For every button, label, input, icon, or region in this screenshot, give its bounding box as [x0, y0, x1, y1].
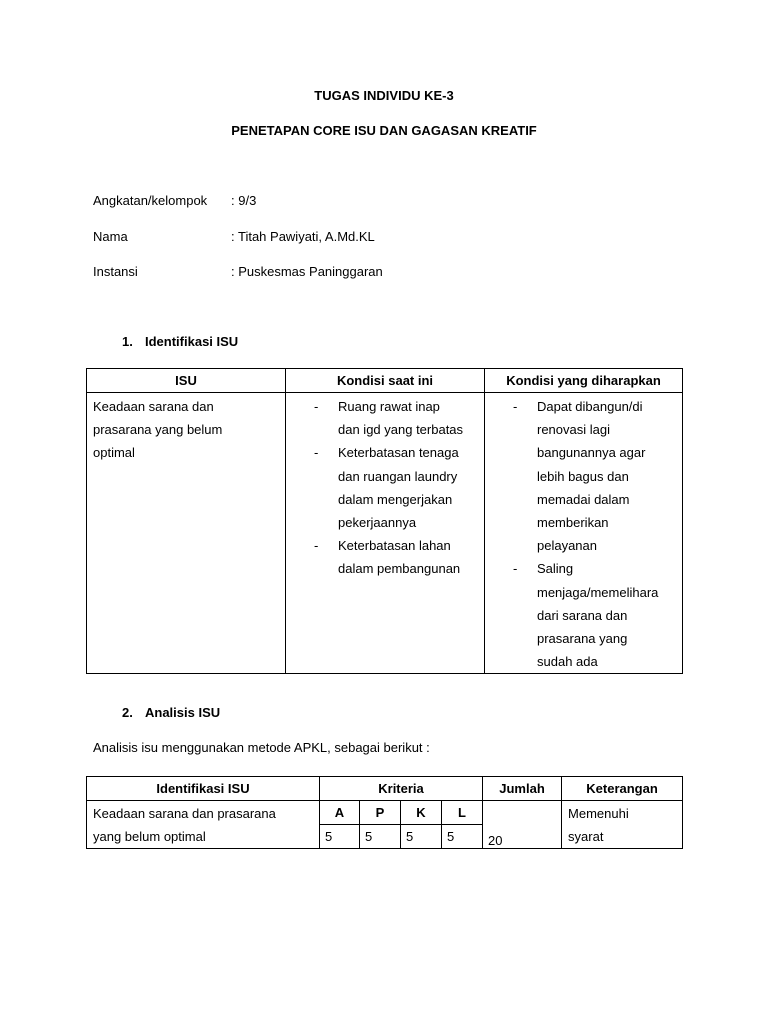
header-kriteria: Kriteria: [320, 777, 483, 801]
analisis-isu-line: yang belum optimal: [93, 829, 206, 845]
header-kondisi-diharapkan: Kondisi yang diharapkan: [485, 369, 683, 393]
table-header-row: [87, 777, 683, 801]
list-item-line: lebih bagus dan: [537, 468, 629, 484]
table-header-row: [87, 369, 683, 393]
keterangan-line: Memenuhi: [568, 806, 629, 821]
analisis-isu-cell: [87, 801, 320, 849]
jumlah-value: 20: [488, 833, 503, 849]
field-value-nama: : Titah Pawiyati, A.Md.KL: [231, 229, 375, 244]
table-row: [87, 801, 683, 825]
header-isu: ISU: [87, 369, 286, 393]
list-item-line: dan igd yang terbatas: [338, 422, 464, 438]
section2-number: 2.: [122, 705, 133, 720]
list-item-line: memadai dalam: [537, 491, 630, 507]
field-value-instansi: : Puskesmas Paninggaran: [231, 264, 383, 279]
header-jumlah: Jumlah: [483, 777, 562, 801]
list-item-line: menjaga/memelihara: [537, 584, 659, 600]
score-l: 5: [442, 825, 483, 849]
jumlah-cell: [483, 801, 562, 849]
document-subtitle: PENETAPAN CORE ISU DAN GAGASAN KREATIF: [231, 123, 537, 138]
kondisi-saat-ini-cell: [286, 393, 485, 674]
field-value-angkatan: : 9/3: [231, 193, 257, 208]
field-label-nama: Nama: [93, 229, 128, 244]
list-item-line: - Dapat dibangun/di: [537, 399, 643, 414]
section1-heading: [122, 334, 238, 349]
keterangan-line: syarat: [568, 829, 604, 845]
list-item-line: - Keterbatasan lahan: [338, 538, 451, 554]
kondisi-saat-ini-list: [286, 393, 484, 581]
score-a: 5: [320, 825, 360, 849]
list-item-line: - Ruang rawat inap: [338, 399, 440, 414]
isu-cell: [87, 393, 286, 674]
kondisi-diharapkan-cell: [485, 393, 683, 674]
header-identifikasi-isu: Identifikasi ISU: [87, 777, 320, 801]
list-item-line: dalam pembangunan: [338, 561, 461, 577]
list-item-line: prasarana yang: [537, 631, 628, 647]
isu-line: Keadaan sarana dan: [93, 399, 214, 414]
list-item-line: dalam mengerjakan: [338, 491, 453, 507]
list-item: [286, 534, 480, 580]
list-item-line: - Keterbatasan tenaga: [338, 445, 459, 461]
isu-line: prasarana yang belum: [93, 422, 223, 438]
field-label-instansi: Instansi: [93, 264, 138, 279]
analisis-isu-table: [86, 776, 683, 849]
list-item: [485, 557, 678, 673]
list-item-line: dan ruangan laundry: [338, 468, 458, 484]
list-item-line: dari sarana dan: [537, 607, 628, 623]
section1-number: 1.: [122, 334, 133, 349]
header-kondisi-saat-ini: Kondisi saat ini: [286, 369, 485, 393]
score-p: 5: [360, 825, 401, 849]
list-item: [286, 395, 480, 441]
section1-title: Identifikasi ISU: [145, 334, 239, 349]
list-item: [485, 395, 678, 557]
list-item-line: - Saling: [537, 561, 574, 577]
score-k: 5: [401, 825, 442, 849]
isu-line: optimal: [93, 445, 135, 461]
criteria-label-p: P: [360, 801, 401, 825]
list-item-line: pelayanan: [537, 538, 597, 554]
list-item-line: pekerjaannya: [338, 515, 417, 531]
list-item-line: sudah ada: [537, 654, 598, 670]
list-item-line: bangunannya agar: [537, 445, 646, 461]
list-item-line: renovasi lagi: [537, 422, 610, 438]
list-item-line: memberikan: [537, 515, 609, 531]
analisis-isu-line: Keadaan sarana dan prasarana: [93, 806, 276, 821]
criteria-label-a: A: [320, 801, 360, 825]
list-item: [286, 441, 480, 534]
document-title: TUGAS INDIVIDU KE-3: [314, 88, 454, 103]
keterangan-cell: [562, 801, 683, 849]
criteria-label-k: K: [401, 801, 442, 825]
field-label-angkatan: Angkatan/kelompok: [93, 193, 208, 208]
section2-title: Analisis ISU: [145, 705, 221, 720]
criteria-label-l: L: [442, 801, 483, 825]
section2-heading: [122, 705, 220, 720]
header-keterangan: Keterangan: [562, 777, 683, 801]
kondisi-diharapkan-list: [485, 393, 682, 673]
section2-intro: Analisis isu menggunakan metode APKL, sebagai berikut :: [93, 740, 430, 755]
identifikasi-isu-table: [86, 368, 683, 674]
table-row: [87, 393, 683, 674]
